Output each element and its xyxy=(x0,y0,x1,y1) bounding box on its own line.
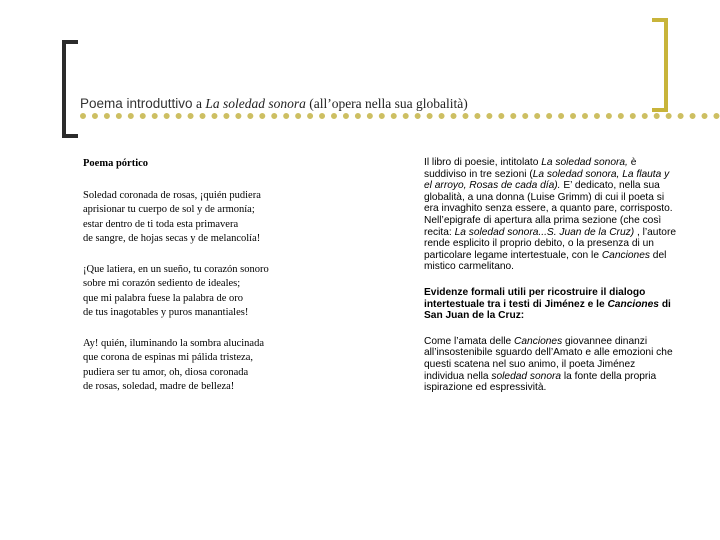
text-run-italic: soledad sonora xyxy=(491,370,562,382)
poem-line: que corona de espinas mi pálida tristeza, xyxy=(83,352,253,363)
poem-line: de rosas, soledad, madre de belleza! xyxy=(83,381,235,392)
text-run: la fonte della propria ispirazione ed espressività. xyxy=(424,370,657,394)
left-bracket-decoration xyxy=(62,40,78,138)
text-run: del mistico carmelitano. xyxy=(424,249,667,273)
text-run-italic: La soledad sonora, xyxy=(541,157,628,168)
text-run-italic: Canciones xyxy=(514,335,563,347)
text-run-italic: Canciones xyxy=(607,298,659,310)
text-run: Il libro di poesie, intitolato xyxy=(424,157,542,168)
poem-line: aprisionar tu cuerpo de sol y de armonía; xyxy=(83,204,255,215)
slide-title xyxy=(80,96,468,112)
commentary-paragraph-3 xyxy=(424,336,676,394)
poem-stanza-3 xyxy=(83,337,383,395)
text-run-italic: Canciones xyxy=(601,249,650,261)
text-run-italic: La soledad sonora...S. Juan de la Cruz) xyxy=(454,226,635,238)
title-part-4: (all’opera nella sua globalità) xyxy=(305,96,468,111)
commentary-column xyxy=(424,157,676,394)
title-part-2: a xyxy=(192,96,206,111)
poem-line: sobre mi corazón sediento de ideales; xyxy=(83,278,241,289)
title-underline xyxy=(80,113,720,119)
poem-column xyxy=(83,157,383,411)
text-run: Evidenze formali utili per ricostruire il dialogo intertestuale tra i testi di Jiménez e le xyxy=(424,286,646,310)
poem-stanza-2 xyxy=(83,263,383,321)
poem-line: Soledad coronada de rosas, ¡quién pudiera xyxy=(83,189,261,201)
poem-line: Ay! quién, iluminando la sombra alucinada xyxy=(83,337,264,349)
text-run: Come l’amata delle xyxy=(424,335,515,347)
text-run-italic: La soledad sonora, La flauta y el arroyo, Rosas de cada día). xyxy=(424,168,670,192)
right-bracket-decoration xyxy=(652,18,668,112)
text-run: , l’autore rende esplicito il proprio debito, o la presenza di un particolare legame intertestuale, con le xyxy=(424,226,677,261)
poem-line: ¡Que latiera, en un sueño, tu corazón sonoro xyxy=(83,263,269,275)
poem-line: de sangre, de hojas secas y de melancolía! xyxy=(83,233,261,244)
poem-line: de tus inagotables y puros manantiales! xyxy=(83,307,249,318)
text-run: giovannee dinanzi all’insostenibile sguardo dell’Amato e alle emozioni che questi scatena nel suo animo, il poeta Jiménez individua nella xyxy=(424,335,673,382)
commentary-paragraph-2 xyxy=(424,287,676,322)
poem-title: Poema pórtico xyxy=(83,158,149,169)
title-part-1: Poema introduttivo xyxy=(80,96,193,111)
text-run: di San Juan de la Cruz: xyxy=(424,298,671,322)
text-run: E’ dedicato, nella sua globalità, a una donna (Luise Grimm) di cui il poeta si era invaghito senza essere, a quanto pare, corrisposto. Nell’epigrafe di apertura alla prima sezione (che così recita: xyxy=(424,180,673,238)
title-part-3: La soledad sonora xyxy=(205,96,306,111)
text-run: è suddiviso in tre sezioni ( xyxy=(424,157,637,180)
poem-line: que mi palabra fuese la palabra de oro xyxy=(83,292,244,304)
poem-stanza-1 xyxy=(83,189,383,247)
poem-line: estar dentro de ti toda esta primavera xyxy=(83,218,239,230)
commentary-paragraph-1 xyxy=(424,157,676,273)
poem-line: pudiera ser tu amor, oh, diosa coronada xyxy=(83,366,249,378)
